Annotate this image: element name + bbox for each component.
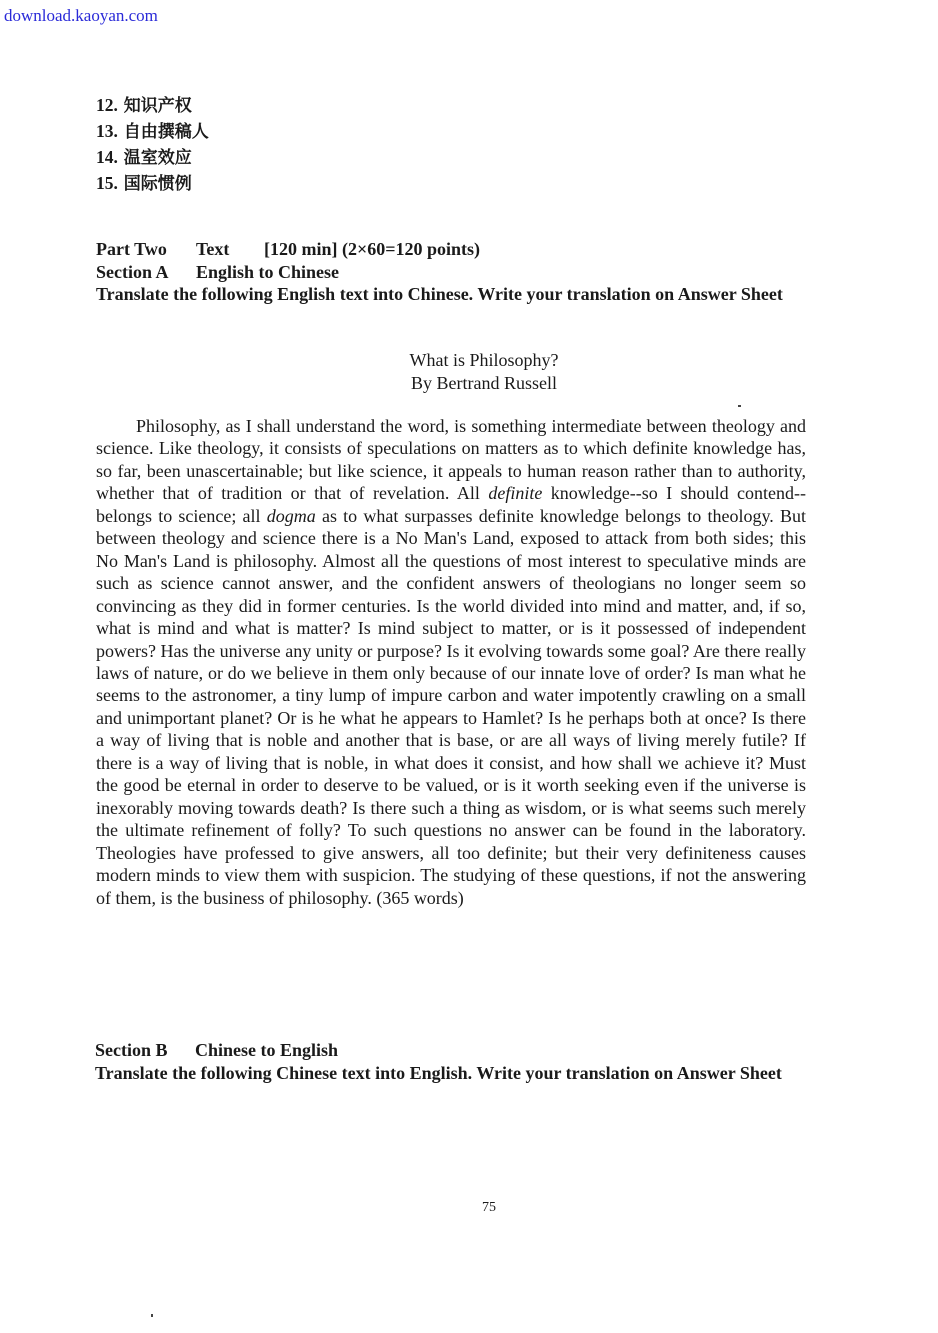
passage-text: Philosophy, as I shall understand the word, is something intermediate between theology and science. Like theology, it consists of speculations on matters as to which definite knowledge has, so far, been unascertainable; but like science, it appeals to human reason rather than to authority, whether that of tradition or that of revelation. All [96,416,806,504]
vocab-term: 知识产权 [123,96,192,116]
passage-author: By Bertrand Russell [411,373,557,393]
passage-text: knowledge--so I should contend--belongs to science; all [96,483,806,526]
part-two-header [96,238,807,306]
vocab-number: 14. [96,147,118,167]
vocab-item [96,145,209,171]
vocab-term: 自由撰稿人 [123,122,209,142]
part-type: Text [196,239,230,259]
section-a-instruction: Translate the following English text into Chinese. Write your translation on Answer Sheet [96,284,783,304]
passage-body [96,415,806,909]
vocab-number: 13. [96,121,118,141]
part-heading [96,238,807,261]
part-label: Part Two [96,239,167,259]
vocab-term: 温室效应 [123,148,192,168]
page-number: 75 [482,1200,496,1215]
section-a-title: English to Chinese [196,261,340,282]
part-time-points: [120 min] (2×60=120 points) [264,239,481,259]
vocab-item [96,119,209,145]
scan-speck [151,1314,153,1317]
passage-title-block [0,349,938,395]
section-b-label: Section B [95,1040,168,1060]
source-link[interactable]: download.kaoyan.com [4,6,158,25]
vocab-number: 15. [96,173,118,193]
passage-title: What is Philosophy? [409,350,559,370]
section-b-header [95,1039,806,1084]
passage-text: as to what surpasses definite knowledge belongs to theology. But between theology and science there is a No Man's Land, exposed to attack from both sides; this No Man's Land is philosophy. Almost all the questions of most interest to speculative minds are such as science cannot answer, and the confident answers of theologians no longer seem so convincing as they did in former centuries. Is the world divided into mind and matter, and, if so, what is mind and what is matter? Is mind subject to matter, or is it possessed of independent powers? Has the universe any unity or purpose? Is it evolving towards some goal? Are there really laws of nature, or do we believe in them only because of our innate love of order? Is man what he seems to the astronomer, a tiny lump of impure carbon and water impotently crawling on a small and unimportant planet? Or is he what he appears to Hamlet? Is he perhaps both at once? Is there a way of living that is noble and another that is base, or are all ways of living merely futile? If there is a way of living that is noble, in what does it consist, and how shall we achieve it? Must the good be eternal in order to deserve to be valued, or is it worth seeking even if the universe is inexorably moving towards death? Is there such a thing as wisdom, or is what seems such merely the ultimate refinement of folly? To such questions no answer can be found in the laboratory. Theologies have professed to give answers, all too definite; but their very definiteness causes modern minds to view them with suspicion. The studying of these questions, if not the answering of them, is the business of philosophy. (365 words) [96,505,806,908]
scan-speck [738,405,741,407]
vocab-list [96,93,209,197]
section-b-title: Chinese to English [195,1040,339,1060]
vocab-number: 12. [96,95,118,115]
vocab-item [96,171,209,197]
section-b-instruction: Translate the following Chinese text into English. Write your translation on Answer Sheet [95,1062,782,1083]
passage-emphasis: definite [488,483,543,504]
section-a-label: Section A [96,261,169,282]
section-b-heading [95,1039,806,1062]
section-a-heading [96,261,807,284]
vocab-item [96,93,209,119]
vocab-term: 国际惯例 [123,174,192,194]
passage-emphasis: dogma [266,505,316,526]
